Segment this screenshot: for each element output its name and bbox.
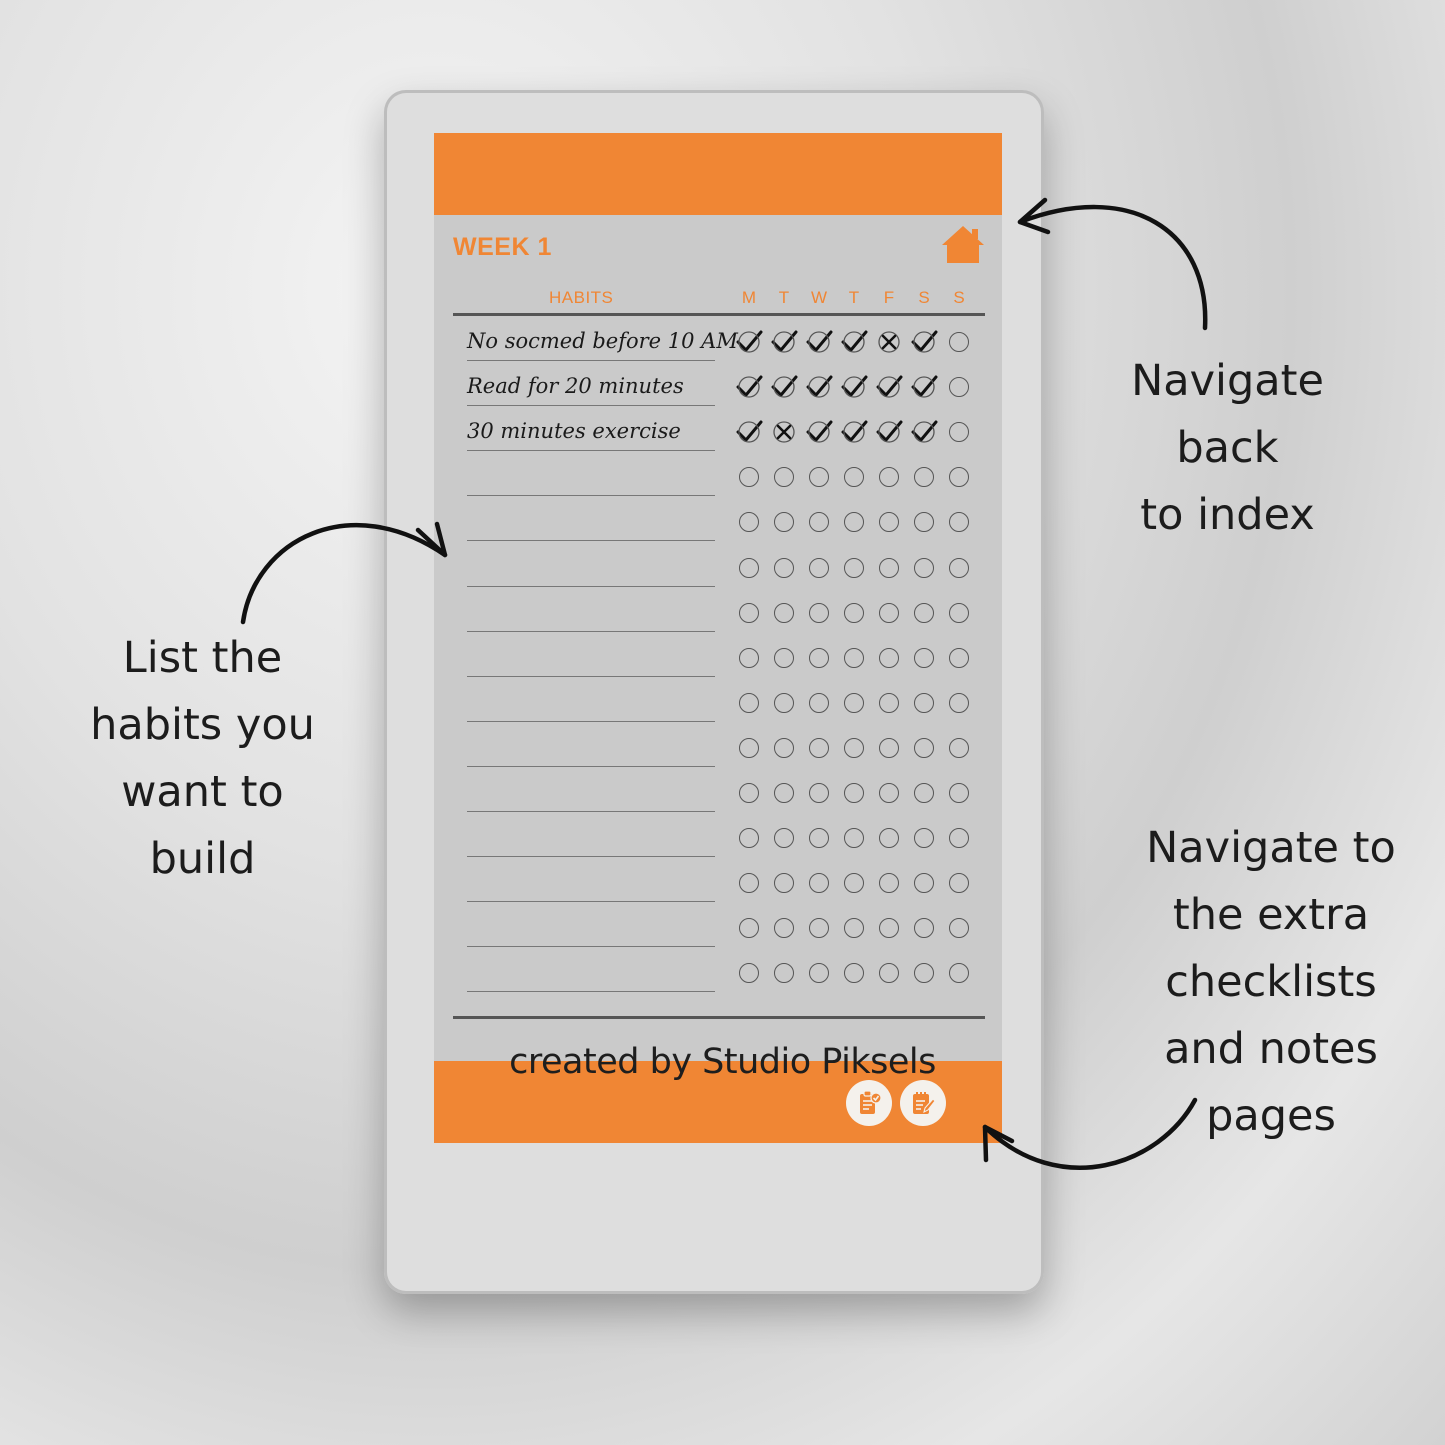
habit-checkbox[interactable] [774,918,794,938]
habit-check-mark[interactable] [879,422,899,442]
habit-checkbox[interactable] [774,558,794,578]
habit-checkbox[interactable] [879,783,899,803]
habit-checkbox[interactable] [914,512,934,532]
habit-line [467,901,715,902]
habit-checkbox[interactable] [949,603,969,623]
habit-checkbox[interactable] [914,558,934,578]
notes-icon [910,1089,936,1117]
habit-checkbox[interactable] [914,873,934,893]
habit-checkbox[interactable] [739,558,759,578]
habit-checkbox[interactable] [914,783,934,803]
habit-checkbox[interactable] [739,738,759,758]
habit-checkbox[interactable] [949,738,969,758]
habit-checkbox[interactable] [809,873,829,893]
habit-checkbox[interactable] [739,918,759,938]
notes-button[interactable] [900,1080,946,1126]
arrow-to-home [1020,207,1205,328]
header-bar [434,133,1002,215]
habit-checkbox[interactable] [844,558,864,578]
habit-checkbox[interactable] [809,603,829,623]
habit-checkbox[interactable] [739,963,759,983]
habit-checkbox[interactable] [739,828,759,848]
habit-check-mark[interactable] [844,422,864,442]
habit-checkbox[interactable] [949,558,969,578]
habit-line [467,766,715,767]
habit-checkbox[interactable] [914,693,934,713]
habit-checkbox[interactable] [879,648,899,668]
habit-checkbox[interactable] [949,783,969,803]
habit-checkbox[interactable] [949,963,969,983]
habit-checkbox[interactable] [809,828,829,848]
habit-checkbox[interactable] [914,467,934,487]
habit-check-mark[interactable] [879,377,899,397]
habit-cross-mark[interactable] [774,422,794,442]
habit-checkbox[interactable] [949,422,969,442]
header-rule [453,313,985,316]
habit-check-mark[interactable] [739,332,759,352]
planner-page [434,133,1002,1143]
day-header: T [848,288,860,307]
home-icon[interactable] [939,223,987,265]
habits-annotation: List the habits you want to build [90,633,315,884]
habit-line [467,586,715,587]
habit-checkbox[interactable] [739,648,759,668]
habit-checkbox[interactable] [844,918,864,938]
habit-checkbox[interactable] [739,873,759,893]
habit-checkbox[interactable] [739,603,759,623]
habit-checkbox[interactable] [949,377,969,397]
habit-check-mark[interactable] [914,422,934,442]
habit-checkbox[interactable] [809,738,829,758]
habit-checkbox[interactable] [844,873,864,893]
habit-checkbox[interactable] [809,648,829,668]
habit-checkbox[interactable] [809,783,829,803]
habit-checkbox[interactable] [844,512,864,532]
habit-checkbox[interactable] [949,828,969,848]
habit-checkbox[interactable] [809,467,829,487]
habit-checkbox[interactable] [809,963,829,983]
habit-checkbox[interactable] [949,332,969,352]
habit-checkbox[interactable] [879,603,899,623]
habit-checkbox[interactable] [774,693,794,713]
habit-checkbox[interactable] [914,828,934,848]
habit-cross-mark[interactable] [879,332,899,352]
habit-checkbox[interactable] [774,738,794,758]
habit-checkbox[interactable] [774,783,794,803]
habit-checkbox[interactable] [844,963,864,983]
habit-checkbox[interactable] [739,512,759,532]
habit-check-mark[interactable] [739,422,759,442]
habit-check-mark[interactable] [914,377,934,397]
habits-column-header: HABITS [549,288,614,307]
day-header: W [810,288,828,307]
habit-check-mark[interactable] [739,377,759,397]
habit-checkbox[interactable] [914,918,934,938]
habit-check-mark[interactable] [774,332,794,352]
habit-checkbox[interactable] [879,693,899,713]
habit-line [467,676,715,677]
habit-checkbox[interactable] [739,783,759,803]
day-header: S [953,288,965,307]
habit-line [467,991,715,992]
habit-checkbox[interactable] [879,558,899,578]
habit-name[interactable]: No socmed before 10 AM [467,329,738,353]
habit-line [467,811,715,812]
habit-check-mark[interactable] [914,332,934,352]
habit-checkbox[interactable] [879,738,899,758]
day-header: M [741,288,757,307]
habit-line [467,540,715,541]
habit-checkbox[interactable] [844,783,864,803]
habit-checkbox[interactable] [774,467,794,487]
habit-checkbox[interactable] [914,963,934,983]
habit-check-mark[interactable] [809,422,829,442]
habit-check-mark[interactable] [774,377,794,397]
habit-checkbox[interactable] [739,693,759,713]
habit-checkbox[interactable] [844,693,864,713]
habit-checkbox[interactable] [949,467,969,487]
habit-checkbox[interactable] [809,918,829,938]
habit-name[interactable]: 30 minutes exercise [467,419,681,444]
habit-checkbox[interactable] [949,693,969,713]
habit-line [467,360,715,361]
habit-checkbox[interactable] [879,828,899,848]
habit-checkbox[interactable] [739,467,759,487]
habit-line [467,721,715,722]
habit-checkbox[interactable] [774,873,794,893]
footer-rule [453,1016,985,1019]
habit-checkbox[interactable] [879,467,899,487]
habit-line [467,856,715,857]
habit-checkbox[interactable] [844,738,864,758]
habit-line [467,946,715,947]
habit-line [467,495,715,496]
habit-checkbox[interactable] [809,558,829,578]
habit-checkbox[interactable] [879,873,899,893]
habit-checkbox[interactable] [879,512,899,532]
habit-line [467,450,715,451]
checklist-button[interactable] [846,1080,892,1126]
habit-checkbox[interactable] [914,738,934,758]
habit-check-mark[interactable] [844,332,864,352]
habit-check-mark[interactable] [844,377,864,397]
habit-checkbox[interactable] [774,512,794,532]
habit-checkbox[interactable] [774,828,794,848]
day-header: F [883,288,895,307]
habit-checkbox[interactable] [809,512,829,532]
nav-index-annotation: Navigate back to index [1131,356,1324,540]
habit-check-mark[interactable] [809,332,829,352]
day-header: S [918,288,930,307]
checklist-icon [856,1089,882,1117]
nav-extra-annotation: Navigate to the extra checklists and notes pages [1146,823,1396,1141]
habit-checkbox[interactable] [844,467,864,487]
habit-checkbox[interactable] [914,603,934,623]
habit-checkbox[interactable] [774,963,794,983]
habit-check-mark[interactable] [809,377,829,397]
habit-line [467,405,715,406]
habit-checkbox[interactable] [774,603,794,623]
credit-text: created by Studio Piksels [509,1042,936,1082]
habit-checkbox[interactable] [914,648,934,668]
habit-checkbox[interactable] [774,648,794,668]
habit-name[interactable]: Read for 20 minutes [467,374,684,399]
day-header: T [778,288,790,307]
habit-line [467,631,715,632]
habit-checkbox[interactable] [879,918,899,938]
habit-checkbox[interactable] [949,873,969,893]
habit-checkbox[interactable] [949,648,969,668]
habit-checkbox[interactable] [844,828,864,848]
habit-checkbox[interactable] [949,918,969,938]
habit-checkbox[interactable] [844,648,864,668]
habit-checkbox[interactable] [879,963,899,983]
habit-checkbox[interactable] [844,603,864,623]
habit-checkbox[interactable] [949,512,969,532]
page-title: WEEK 1 [453,233,552,261]
habit-checkbox[interactable] [809,693,829,713]
